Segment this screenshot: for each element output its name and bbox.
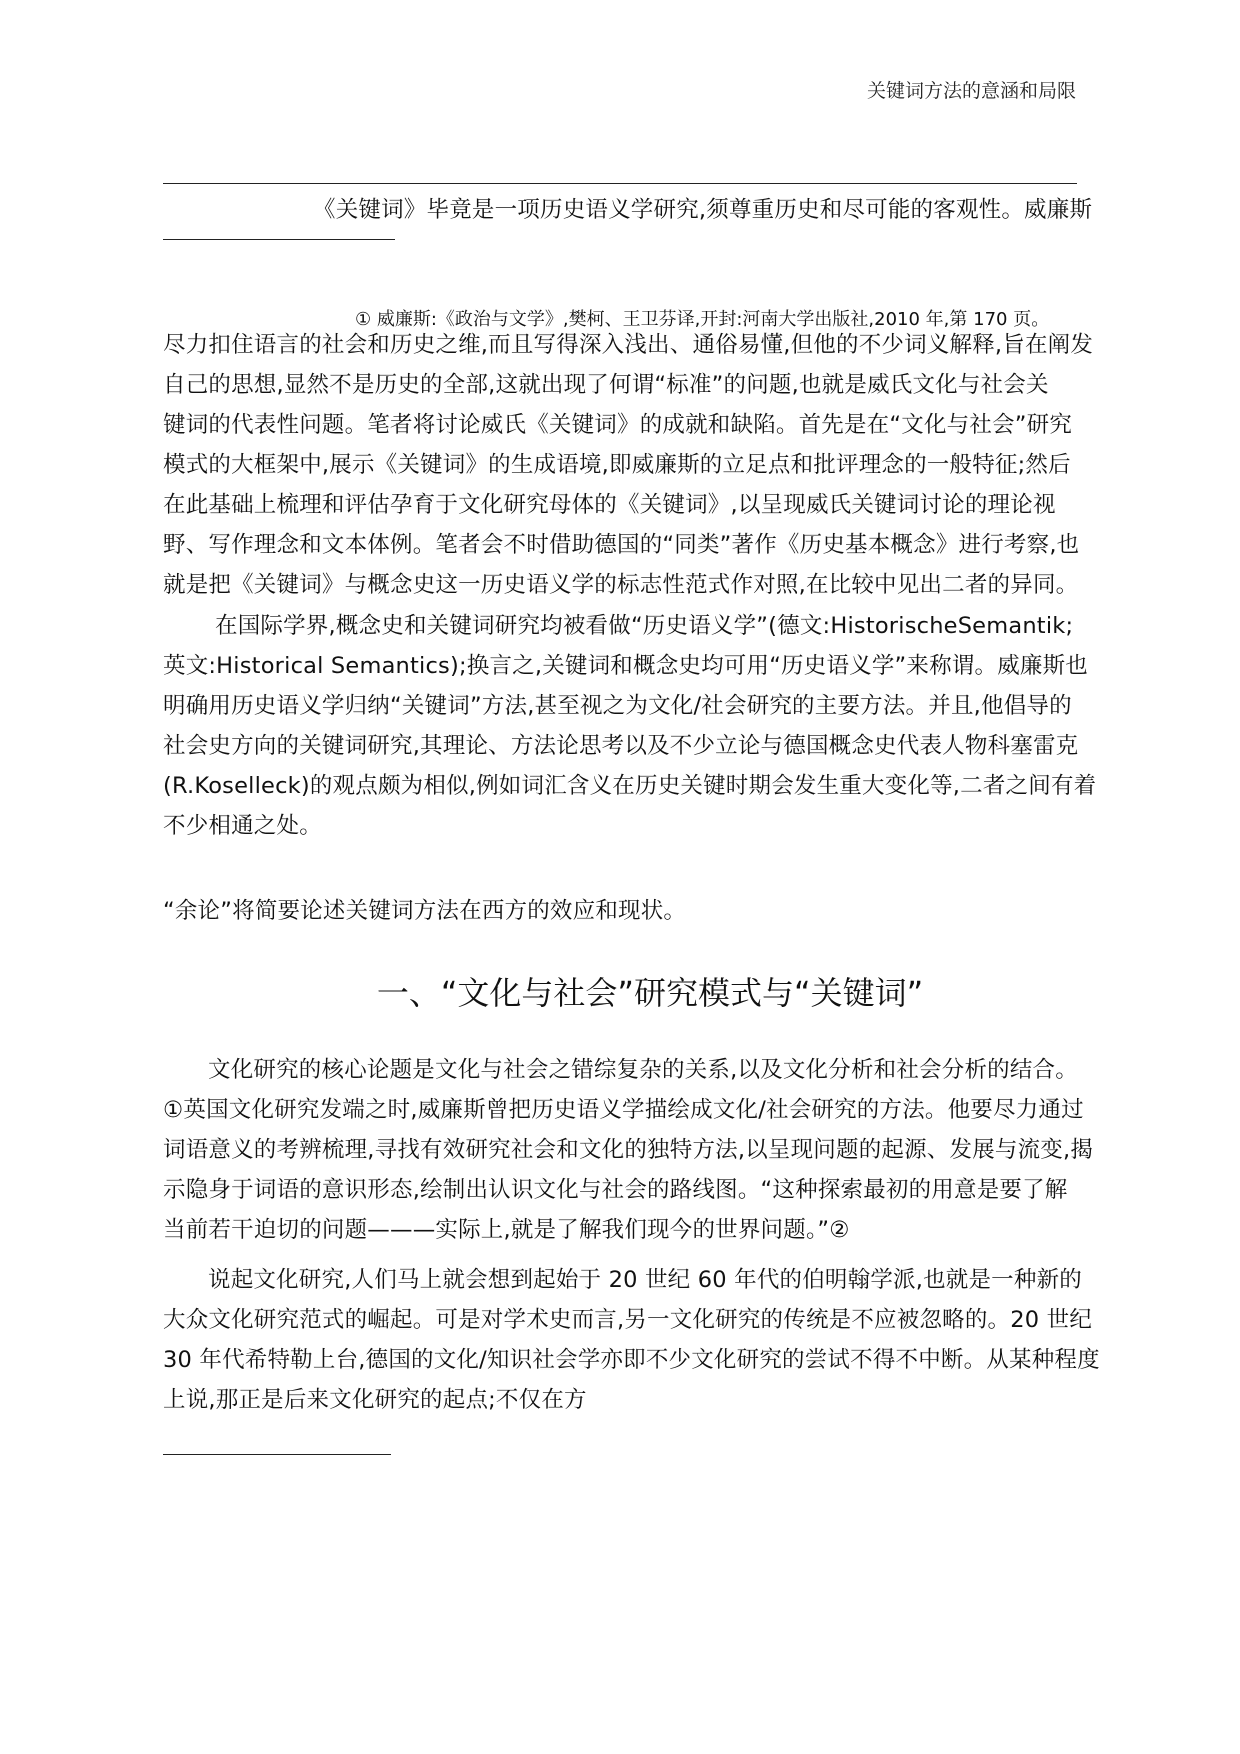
header-rule bbox=[163, 183, 1077, 184]
paragraph-line: 文化研究的核心论题是文化与社会之错综复杂的关系,以及文化分析和社会分析的结合。 bbox=[208, 1057, 1078, 1083]
paragraph-line: 大众文化研究范式的崛起。可是对学术史而言,另一文化研究的传统是不应被忽略的。20 世纪 bbox=[163, 1307, 1093, 1333]
paragraph-line: 上说,那正是后来文化研究的起点;不仅在方 bbox=[163, 1387, 587, 1413]
paragraph-line: 模式的大框架中,展示《关键词》的生成语境,即威廉斯的立足点和批评理念的一般特征;然后 bbox=[163, 452, 1071, 478]
paragraph-line: 当前若干迫切的问题———实际上,就是了解我们现今的世界问题。”② bbox=[163, 1217, 850, 1243]
paragraph-line: 词语意义的考辨梳理,寻找有效研究社会和文化的独特方法,以呈现问题的起源、发展与流变,揭 bbox=[163, 1137, 1094, 1163]
paragraph-1 bbox=[163, 325, 1093, 605]
paragraph-line: 明确用历史语义学归纳“关键词”方法,甚至视之为文化/社会研究的主要方法。并且,他倡导的 bbox=[163, 693, 1072, 719]
paragraph-line: 英文:Historical Semantics);换言之,关键词和概念史均可用“历史语义学”来称谓。威廉斯也 bbox=[163, 653, 1089, 679]
paragraph-line: ①英国文化研究发端之时,威廉斯曾把历史语义学描绘成文化/社会研究的方法。他要尽力通过 bbox=[163, 1097, 1084, 1123]
paragraph-line: (R.Koselleck)的观点颇为相似,例如词汇含义在历史关键时期会发生重大变化等,二者之间有着 bbox=[163, 773, 1097, 799]
footnote-separator-top bbox=[163, 239, 395, 240]
paragraph-line: 在国际学界,概念史和关键词研究均被看做“历史语义学”(德文:HistorischeSemantik; bbox=[215, 613, 1074, 639]
paragraph-line: 自己的思想,显然不是历史的全部,这就出现了何谓“标准”的问题,也就是威氏文化与社会关 bbox=[163, 372, 1049, 398]
footnote-1: ① 威廉斯:《政治与文学》,樊柯、王卫芬译,开封:河南大学出版社,2010 年,第 170 页。 bbox=[355, 309, 1050, 330]
paragraph-line: 就是把《关键词》与概念史这一历史语义学的标志性范式作对照,在比较中见出二者的异同。 bbox=[163, 572, 1079, 598]
paragraph-line: 30 年代希特勒上台,德国的文化/知识社会学亦即不少文化研究的尝试不得不中断。从某种程度 bbox=[163, 1347, 1100, 1373]
paragraph-line: 尽力扣住语言的社会和历史之维,而且写得深入浅出、通俗易懂,但他的不少词义解释,旨在阐发 bbox=[163, 332, 1094, 358]
continuation-line: 《关键词》毕竟是一项历史语义学研究,须尊重历史和尽可能的客观性。威廉斯 bbox=[313, 197, 1093, 223]
paragraph-line: 示隐身于词语的意识形态,绘制出认识文化与社会的路线图。“这种探索最初的用意是要了解 bbox=[163, 1177, 1068, 1203]
paragraph-3: “余论”将简要论述关键词方法在西方的效应和现状。 bbox=[163, 898, 687, 924]
paragraph-5 bbox=[163, 1260, 1100, 1420]
paragraph-2 bbox=[163, 606, 1096, 846]
paragraph-line: 社会史方向的关键词研究,其理论、方法论思考以及不少立论与德国概念史代表人物科塞雷克 bbox=[163, 733, 1079, 759]
paragraph-line: 野、写作理念和文本体例。笔者会不时借助德国的“同类”著作《历史基本概念》进行考察,也 bbox=[163, 532, 1080, 558]
paragraph-line: 说起文化研究,人们马上就会想到起始于 20 世纪 60 年代的伯明翰学派,也就是一种新的 bbox=[208, 1267, 1082, 1293]
section-title: 一、“文化与社会”研究模式与“关键词” bbox=[376, 974, 924, 1012]
paragraph-line: 键词的代表性问题。笔者将讨论威氏《关键词》的成就和缺陷。首先是在“文化与社会”研究 bbox=[163, 412, 1073, 438]
paragraph-line: 在此基础上梳理和评估孕育于文化研究母体的《关键词》,以呈现威氏关键词讨论的理论视 bbox=[163, 492, 1056, 518]
running-header: 关键词方法的意涵和局限 bbox=[866, 80, 1076, 102]
paragraph-line: 不少相通之处。 bbox=[163, 813, 322, 839]
footnote-separator-bottom bbox=[163, 1454, 391, 1455]
paragraph-4 bbox=[163, 1050, 1093, 1250]
